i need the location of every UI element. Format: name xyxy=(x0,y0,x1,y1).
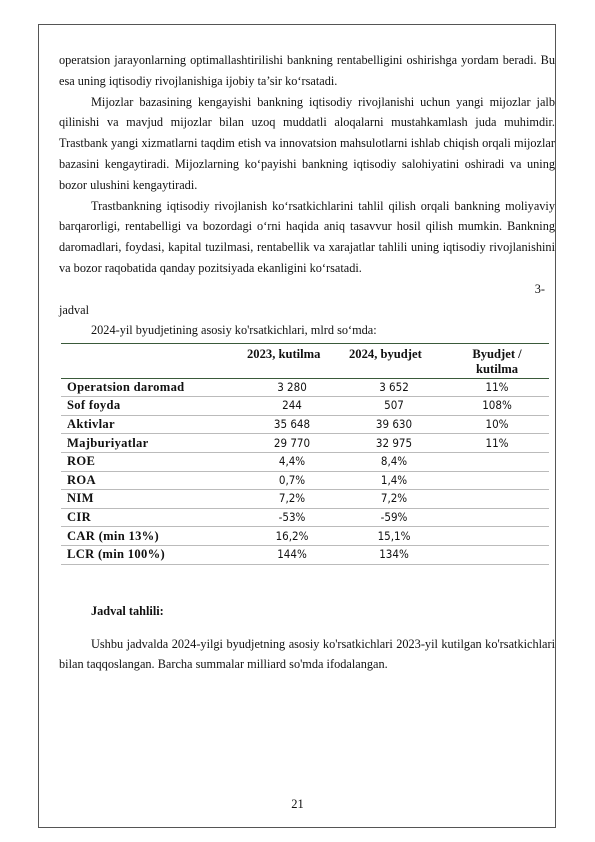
table-cell: 0,7% xyxy=(278,472,306,487)
header-2024: 2024, byudjet xyxy=(349,346,422,361)
table-cell: 134% xyxy=(379,547,409,562)
table-cell: 7,2% xyxy=(278,491,306,506)
table-word: jadval xyxy=(59,302,90,317)
row-label: Majburiyatlar xyxy=(67,435,149,450)
table-cell: 35 648 xyxy=(273,417,311,432)
row-label: ROA xyxy=(67,472,96,487)
table-number: 3- xyxy=(534,281,545,296)
table-row xyxy=(61,508,549,527)
header-ratio: Byudjet / kutilma xyxy=(472,346,522,376)
table-row xyxy=(61,490,549,509)
table-row xyxy=(61,452,549,471)
table-cell: -59% xyxy=(380,510,408,525)
table-row xyxy=(61,415,549,434)
table-cell xyxy=(445,527,549,546)
header-2023: 2023, kutilma xyxy=(247,346,321,361)
table-cell: 3 280 xyxy=(277,379,307,394)
table-header-row xyxy=(61,343,549,378)
table-row xyxy=(61,434,549,453)
table-cell: 3 652 xyxy=(379,379,409,394)
table-cell: 11% xyxy=(485,435,509,450)
table-cell xyxy=(445,471,549,490)
analysis-title: Jadval tahlili: xyxy=(91,603,164,618)
table-cell: -53% xyxy=(278,510,306,525)
table-row xyxy=(61,527,549,546)
paragraph-1: operatsion jarayonlarning optimallashtirilishi bankning rentabelligini oshirishga yordam beradi. Bu esa uning iqtisodiy rivojlanishiga ijobiy ta’sir ko‘rsatadi. xyxy=(59,53,555,88)
row-label: LCR (min 100%) xyxy=(67,547,165,562)
table-cell: 10% xyxy=(485,417,509,432)
table-cell: 11% xyxy=(485,379,509,394)
analysis-text: Ushbu jadvalda 2024-yilgi byudjetning asosiy ko'rsatkichlari 2023-yil kutilgan ko'rsatkichlari bilan taqqoslangan. Barcha summalar milliard so'mda ifodalangan. xyxy=(59,636,555,672)
row-label: Sof foyda xyxy=(67,398,121,413)
table-cell: 29 770 xyxy=(273,435,311,450)
table-row xyxy=(61,397,549,416)
table-cell: 8,4% xyxy=(380,454,408,469)
table-cell: 144% xyxy=(277,547,307,562)
table-cell: 15,1% xyxy=(377,528,411,543)
table-row xyxy=(61,471,549,490)
table-cell xyxy=(445,490,549,509)
table-cell: 4,4% xyxy=(278,454,306,469)
header-blank xyxy=(61,343,241,378)
table-body xyxy=(61,378,549,564)
table-cell: 16,2% xyxy=(275,528,309,543)
page-number: 21 xyxy=(291,797,304,811)
table-cell: 32 975 xyxy=(375,435,413,450)
paragraph-3: Trastbankning iqtisodiy rivojlanish ko‘rsatkichlarini tahlil qilish orqali bankning moliyaviy barqarorligi, rentabelligi va bozordagi o‘rni haqida aniq tasavvur hosil qilish mumkin. Bankning daromadlari, foydasi, kapital tuzilmasi, rentabellik va xarajatlar tahlili uning iqtisodiy rivojlanishini va bozor raqobatida qanday pozitsiyada ekanligini ko‘rsatadi. xyxy=(59,198,555,275)
table-cell xyxy=(445,545,549,564)
row-label: Aktivlar xyxy=(67,417,115,432)
row-label: CAR (min 13%) xyxy=(67,528,160,543)
table-cell xyxy=(445,508,549,527)
table-cell: 108% xyxy=(482,398,512,413)
row-label: Operatsion daromad xyxy=(67,379,185,394)
table-cell: 1,4% xyxy=(380,472,408,487)
table-label xyxy=(59,279,555,320)
table-cell: 507 xyxy=(384,398,404,413)
table-row xyxy=(61,545,549,564)
row-label: ROE xyxy=(67,454,96,469)
table-cell: 7,2% xyxy=(380,491,408,506)
document-body xyxy=(59,50,555,675)
budget-table xyxy=(61,343,549,565)
table-cell: 244 xyxy=(282,398,302,413)
table-row xyxy=(61,378,549,397)
table-cell: 39 630 xyxy=(375,417,413,432)
table-caption: 2024-yil byudjetining asosiy ko'rsatkichlari, mlrd so‘mda: xyxy=(91,322,377,337)
table-cell xyxy=(445,452,549,471)
row-label: CIR xyxy=(67,510,91,525)
row-label: NIM xyxy=(67,491,94,506)
paragraph-2: Mijozlar bazasining kengayishi bankning iqtisodiy rivojlanishi uchun yangi mijozlar jalb qilinishi va mavjud mijozlar bilan uzoq muddatli aloqalarni mustahkamlash juda muhimdir. Trastbank yangi xizmatlarni taqdim etish va innovatsion mahsulotlarni ishlab chiqish orqali mijozlar bazasini kengaytiradi. Mijozlarning ko‘payishi bankning iqtisodiy salohiyatini oshiradi va uning bozor ulushini kengaytiradi. xyxy=(59,94,555,192)
